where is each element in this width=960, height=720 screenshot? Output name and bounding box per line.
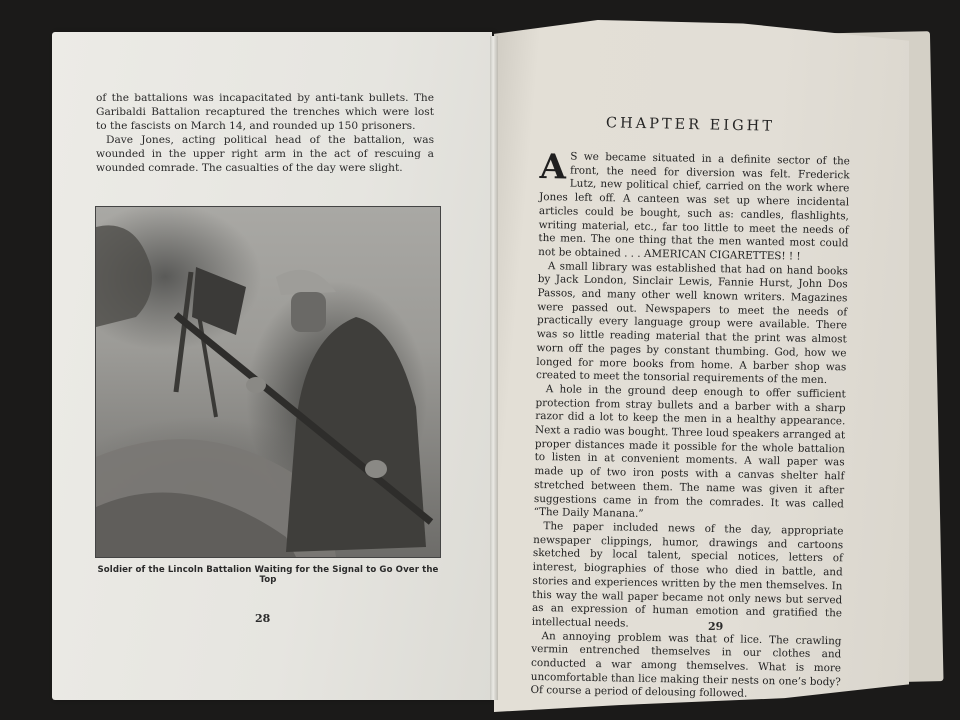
paragraph: of the battalions was incapacitated by anti-tank bullets. The Garibaldi Battalion recaptured the trenches which were lost to the fascists on March 14, and rounded up 150 prisoners. [96, 92, 434, 132]
paragraph: A hole in the ground deep enough to offer sufficient protection from stray bullets and a barber with a sharp razor did a lot to keep the men in a healthy appearance. Next a radio was bought. Three loud speakers arranged at proper distances made it possible for the whole battalion to listen in at convenient moments. A wall paper was made up of two iron posts with a canvas shelter half stretched between them. The name was given it after suggestions came in from the comrades. It was called “The Daily Manana.” [533, 383, 846, 521]
page-number-left: 28 [255, 612, 271, 625]
photo-illustration [96, 207, 440, 557]
paragraph: An annoying problem was that of lice. The crawling vermin entrenched themselves in our clothes and conducted a war among themselves. What is more uncomfortable than lice making their nests on one’s body? Of course a period of delousing followed. [530, 629, 842, 701]
chapter-title: CHAPTER EIGHT [605, 115, 776, 135]
soldier-photo [95, 206, 441, 558]
left-page-text [96, 91, 434, 175]
paragraph: Dave Jones, acting political head of the battalion, was wounded in the upper right arm in the act of rescuing a wounded comrade. The casualties of the day were slight. [96, 134, 434, 174]
opening-paragraph [538, 147, 850, 265]
drop-cap: A [539, 147, 567, 188]
paragraph: The paper included news of the day, appropriate newspaper clippings, humor, drawings and cartoons sketched by local talent, special notices, letters of interest, biographies of those who died in battle, and stories and experiences written by the men themselves. In this way the wall paper became not only news but served as an expression of human emotion and gratified the intellectual needs. [531, 520, 844, 630]
paragraph: A small library was established that had on hand books by Jack London, Sinclair Lewis, Fannie Hurst, John Dos Passos, and many other well known writers. Magazines were passed out. Newspapers to meet the needs of practically every language group were available. There was so little reading material that the print was almost worn off the pages by constant thumbing. God, how we longed for more books from home. A barber shop was created to meet the tonsorial requirements of the men. [535, 259, 849, 387]
paragraph-text: S we became situated in a definite sector of the front, the need for diversion was felt. Frederick Lutz, new political chief, carried on the work where Jones left off. A canteen was set up where incidental articles could be bought, such as: candles, flashlights, writing material, etc., far too little to meet the needs of the men. The one thing that the men wanted most could not be obtained . . . AMERICAN CIGARETTES! ! ! [538, 150, 850, 263]
right-page-text [530, 147, 850, 703]
page-number-right: 29 [708, 620, 724, 633]
book-gutter [490, 36, 498, 700]
photo-caption: Soldier of the Lincoln Battalion Waiting for the Signal to Go Over the Top [97, 565, 439, 585]
